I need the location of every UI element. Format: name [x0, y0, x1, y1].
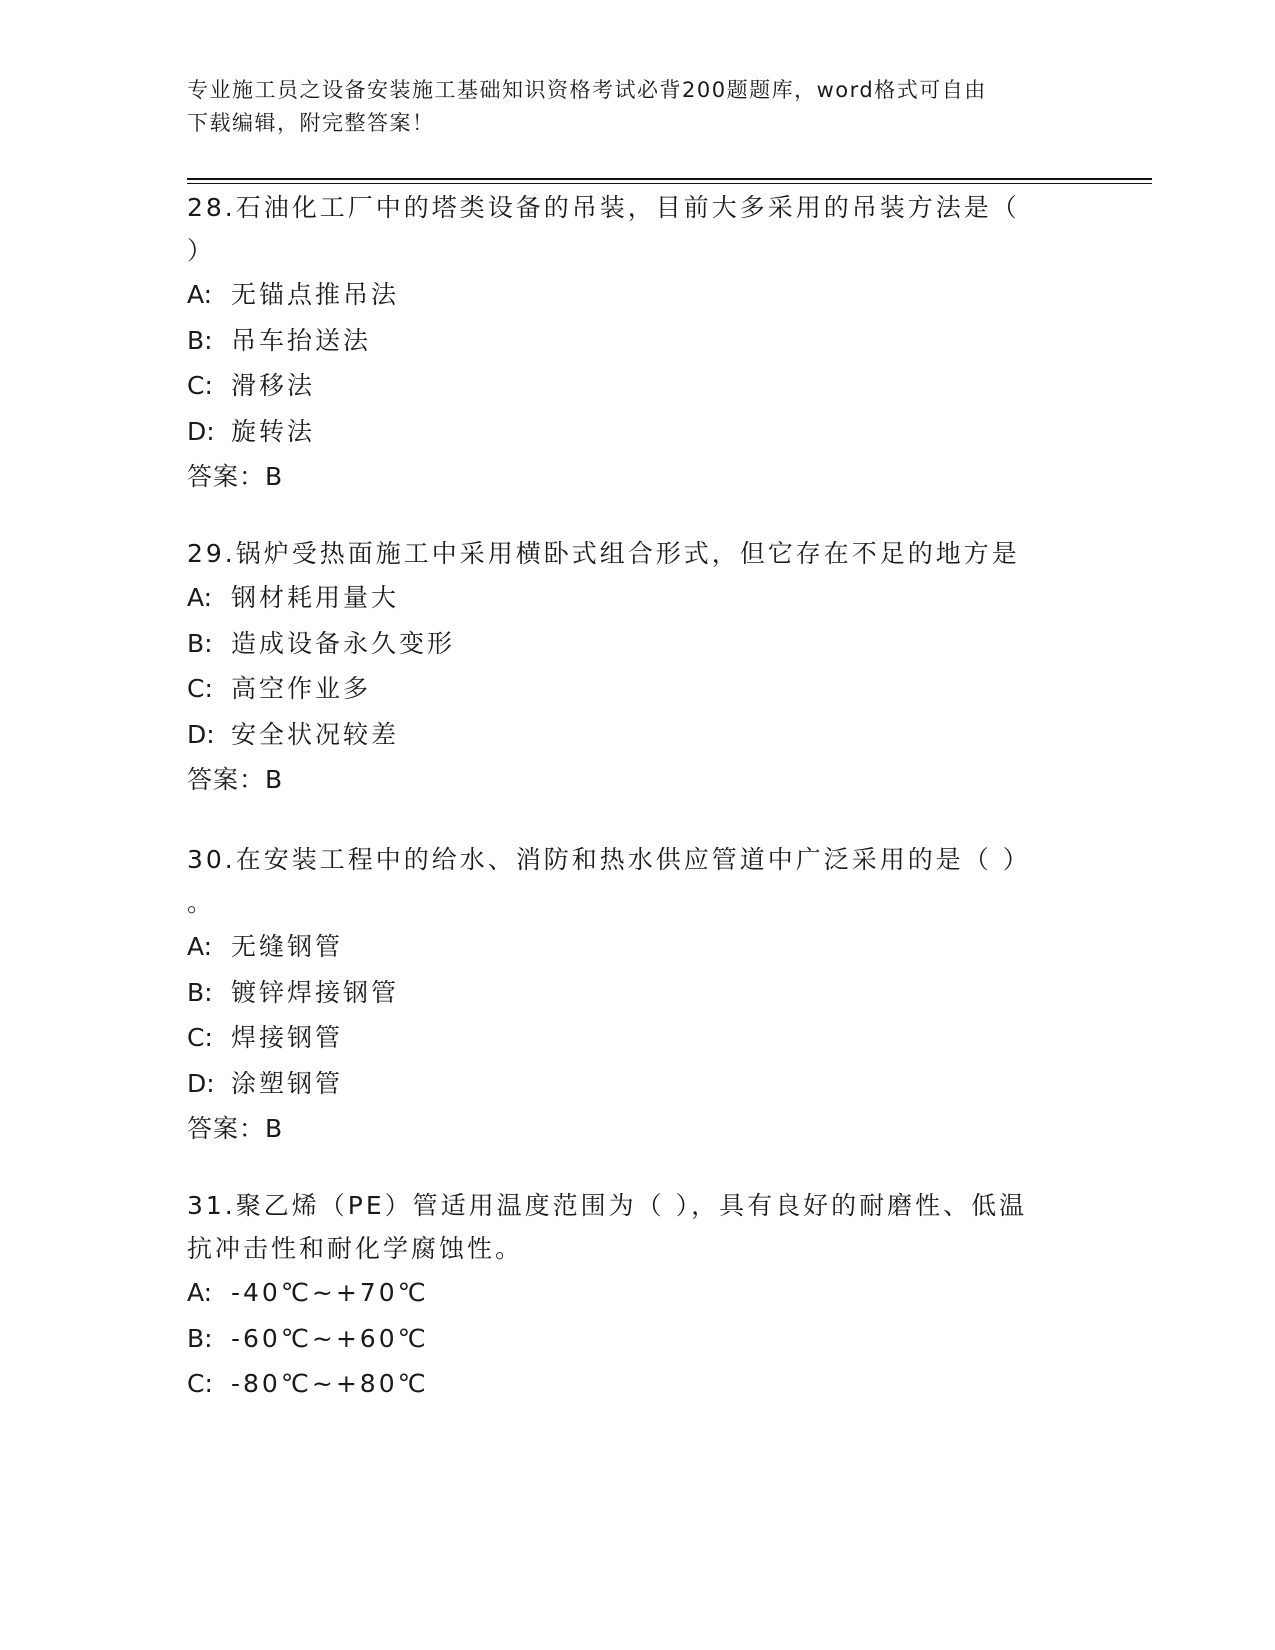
option-a — [187, 272, 1067, 318]
option-letter: A: — [187, 583, 213, 612]
question-text-line-1: 31.聚乙烯（PE）管适用温度范围为（ ），具有良好的耐磨性、低温 — [187, 1191, 1028, 1220]
question-30 — [187, 838, 1067, 1152]
option-c — [187, 1015, 1067, 1061]
option-c — [187, 1361, 1067, 1407]
option-text: 钢材耗用量大 — [231, 583, 400, 612]
option-a — [187, 924, 1067, 970]
question-text-line-2: ） — [187, 236, 216, 265]
option-letter: C: — [187, 1023, 213, 1052]
option-letter: D: — [187, 1068, 215, 1098]
option-letter: B: — [187, 1323, 213, 1353]
option-text: -80℃~+80℃ — [231, 1369, 429, 1398]
option-text: 造成设备永久变形 — [231, 628, 456, 658]
question-28 — [187, 186, 1067, 500]
option-b — [187, 970, 1067, 1016]
option-b — [187, 1316, 1067, 1362]
option-letter: D: — [187, 416, 215, 446]
header-line-2: 下载编辑，附完整答案！ — [187, 111, 435, 135]
question-31 — [187, 1184, 1067, 1407]
option-c — [187, 666, 1067, 712]
option-letter: A: — [187, 280, 213, 309]
question-text-line-2: 。 — [187, 888, 216, 917]
option-d — [187, 409, 1067, 455]
option-c — [187, 363, 1067, 409]
answer: 答案：B — [187, 462, 284, 491]
document-header — [187, 74, 1067, 140]
option-b — [187, 318, 1067, 364]
question-text-line-2: 抗冲击性和耐化学腐蚀性。 — [187, 1234, 524, 1263]
question-text-line-1: 30.在安装工程中的给水、消防和热水供应管道中广泛采用的是（ ） — [187, 845, 1031, 874]
option-text: 镀锌焊接钢管 — [231, 977, 400, 1007]
option-text: 焊接钢管 — [231, 1023, 344, 1052]
option-letter: C: — [187, 674, 213, 703]
option-letter: A: — [187, 932, 213, 961]
option-d — [187, 712, 1067, 758]
option-text: 无缝钢管 — [231, 932, 344, 961]
option-text: 涂塑钢管 — [231, 1068, 344, 1098]
option-b — [187, 621, 1067, 667]
option-text: 滑移法 — [231, 371, 316, 400]
option-letter: C: — [187, 371, 213, 400]
option-text: -60℃~+60℃ — [231, 1323, 429, 1353]
question-text-line-1: 29.锅炉受热面施工中采用横卧式组合形式，但它存在不足的地方是 — [187, 539, 1020, 568]
option-text: -40℃~+70℃ — [231, 1278, 429, 1307]
option-text: 吊车抬送法 — [231, 325, 372, 355]
option-text: 高空作业多 — [231, 674, 372, 703]
header-line-1: 专业施工员之设备安装施工基础知识资格考试必背200题题库，word格式可自由 — [187, 78, 987, 102]
question-text — [187, 186, 1067, 272]
option-letter: B: — [187, 977, 213, 1007]
option-text: 旋转法 — [231, 416, 316, 446]
question-text — [187, 1184, 1067, 1270]
option-letter: D: — [187, 719, 215, 749]
header-divider-thin — [187, 183, 1152, 184]
question-text-line-1: 28.石油化工厂中的塔类设备的吊装，目前大多采用的吊装方法是（ — [187, 193, 1020, 222]
option-text: 无锚点推吊法 — [231, 280, 400, 309]
answer: 答案：B — [187, 765, 284, 794]
question-29 — [187, 532, 1067, 803]
option-a — [187, 575, 1067, 621]
answer: 答案：B — [187, 1114, 284, 1143]
option-d — [187, 1061, 1067, 1107]
header-divider-thick — [187, 178, 1152, 180]
question-text — [187, 838, 1067, 924]
option-letter: C: — [187, 1369, 213, 1398]
option-text: 安全状况较差 — [231, 719, 400, 749]
option-letter: B: — [187, 628, 213, 658]
option-letter: B: — [187, 325, 213, 355]
option-a — [187, 1270, 1067, 1316]
question-text — [187, 532, 1067, 575]
option-letter: A: — [187, 1278, 213, 1307]
